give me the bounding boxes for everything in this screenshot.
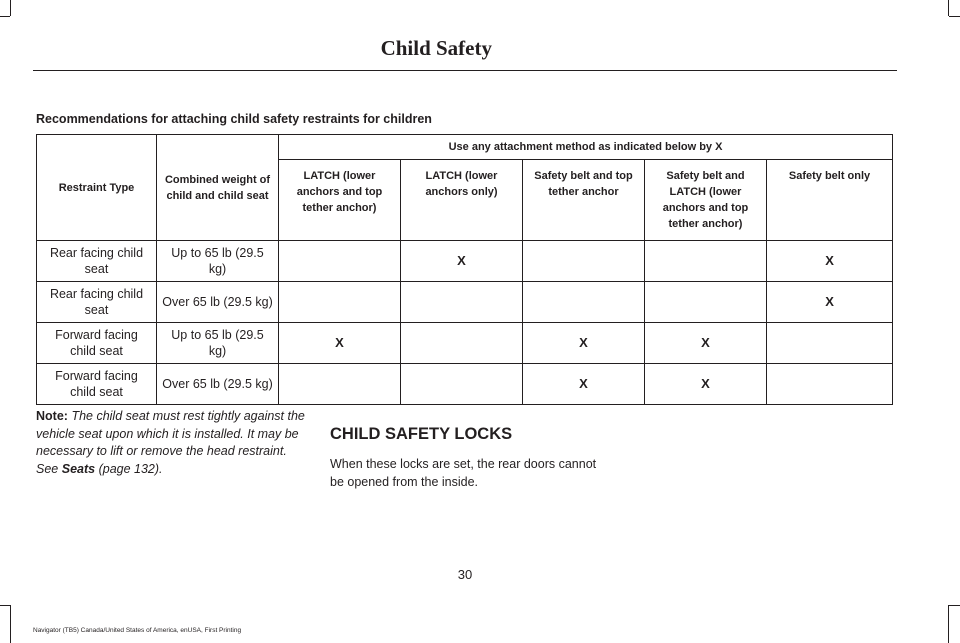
header-method: Safety belt and top tether anchor: [523, 160, 645, 241]
note-paragraph: [36, 408, 308, 478]
cell-mark: [279, 282, 401, 323]
header-attachment-group: Use any attachment method as indicated below by X: [279, 135, 893, 160]
header-restraint-type: Restraint Type: [37, 135, 157, 241]
restraint-table: [36, 134, 893, 405]
cell-mark: [401, 323, 523, 364]
cell-mark: [767, 364, 893, 405]
seats-link[interactable]: Seats: [61, 461, 96, 476]
cell-mark: X: [279, 323, 401, 364]
cell-restraint-type: Forward facing child seat: [37, 323, 157, 364]
cell-restraint-type: Rear facing child seat: [37, 241, 157, 282]
cell-restraint-type: Forward facing child seat: [37, 364, 157, 405]
cell-mark: [767, 323, 893, 364]
section-heading: CHILD SAFETY LOCKS: [330, 425, 513, 443]
crop-mark: [10, 605, 11, 643]
cell-weight: Up to 65 lb (29.5 kg): [157, 323, 279, 364]
note-page-ref: (page 132).: [98, 461, 163, 476]
crop-mark: [949, 16, 960, 17]
cell-mark: [279, 241, 401, 282]
table-row: [37, 282, 893, 323]
header-rule: [33, 70, 897, 71]
page-number: 30: [457, 567, 473, 582]
footer-text: Navigator (TB5) Canada/United States of America, enUSA, First Printing: [33, 627, 242, 634]
cell-mark: [401, 282, 523, 323]
cell-weight: Over 65 lb (29.5 kg): [157, 364, 279, 405]
cell-mark: X: [767, 241, 893, 282]
header-method: LATCH (lower anchors only): [401, 160, 523, 241]
header-method: LATCH (lower anchors and top tether anchor): [279, 160, 401, 241]
table-row: [37, 364, 893, 405]
table-row: [37, 241, 893, 282]
crop-mark: [948, 605, 949, 643]
crop-mark: [0, 605, 10, 606]
crop-mark: [949, 605, 960, 606]
cell-restraint-type: Rear facing child seat: [37, 282, 157, 323]
cell-mark: X: [401, 241, 523, 282]
cell-mark: [523, 241, 645, 282]
page-title: Child Safety: [380, 36, 492, 60]
cell-mark: X: [523, 323, 645, 364]
note-label: Note:: [36, 409, 68, 423]
cell-mark: X: [767, 282, 893, 323]
header-method: Safety belt and LATCH (lower anchors and top tether anchor): [645, 160, 767, 241]
crop-mark: [0, 16, 10, 17]
table-row: [37, 323, 893, 364]
crop-mark: [10, 0, 11, 16]
cell-mark: X: [523, 364, 645, 405]
cell-mark: [523, 282, 645, 323]
note-text: The child seat must rest tightly against the vehicle seat upon which it is installed. It may be necessary to lift or remove the head restraint. See: [36, 409, 305, 476]
section-text: When these locks are set, the rear doors cannot be opened from the inside.: [330, 457, 597, 489]
header-combined-weight: Combined weight of child and child seat: [157, 135, 279, 241]
cell-mark: [645, 282, 767, 323]
cell-mark: X: [645, 364, 767, 405]
cell-weight: Up to 65 lb (29.5 kg): [157, 241, 279, 282]
cell-mark: [401, 364, 523, 405]
cell-mark: [645, 241, 767, 282]
header-method: Safety belt only: [767, 160, 893, 241]
cell-mark: X: [645, 323, 767, 364]
cell-mark: [279, 364, 401, 405]
table-caption: Recommendations for attaching child safety restraints for children: [36, 112, 432, 126]
crop-mark: [948, 0, 949, 16]
cell-weight: Over 65 lb (29.5 kg): [157, 282, 279, 323]
